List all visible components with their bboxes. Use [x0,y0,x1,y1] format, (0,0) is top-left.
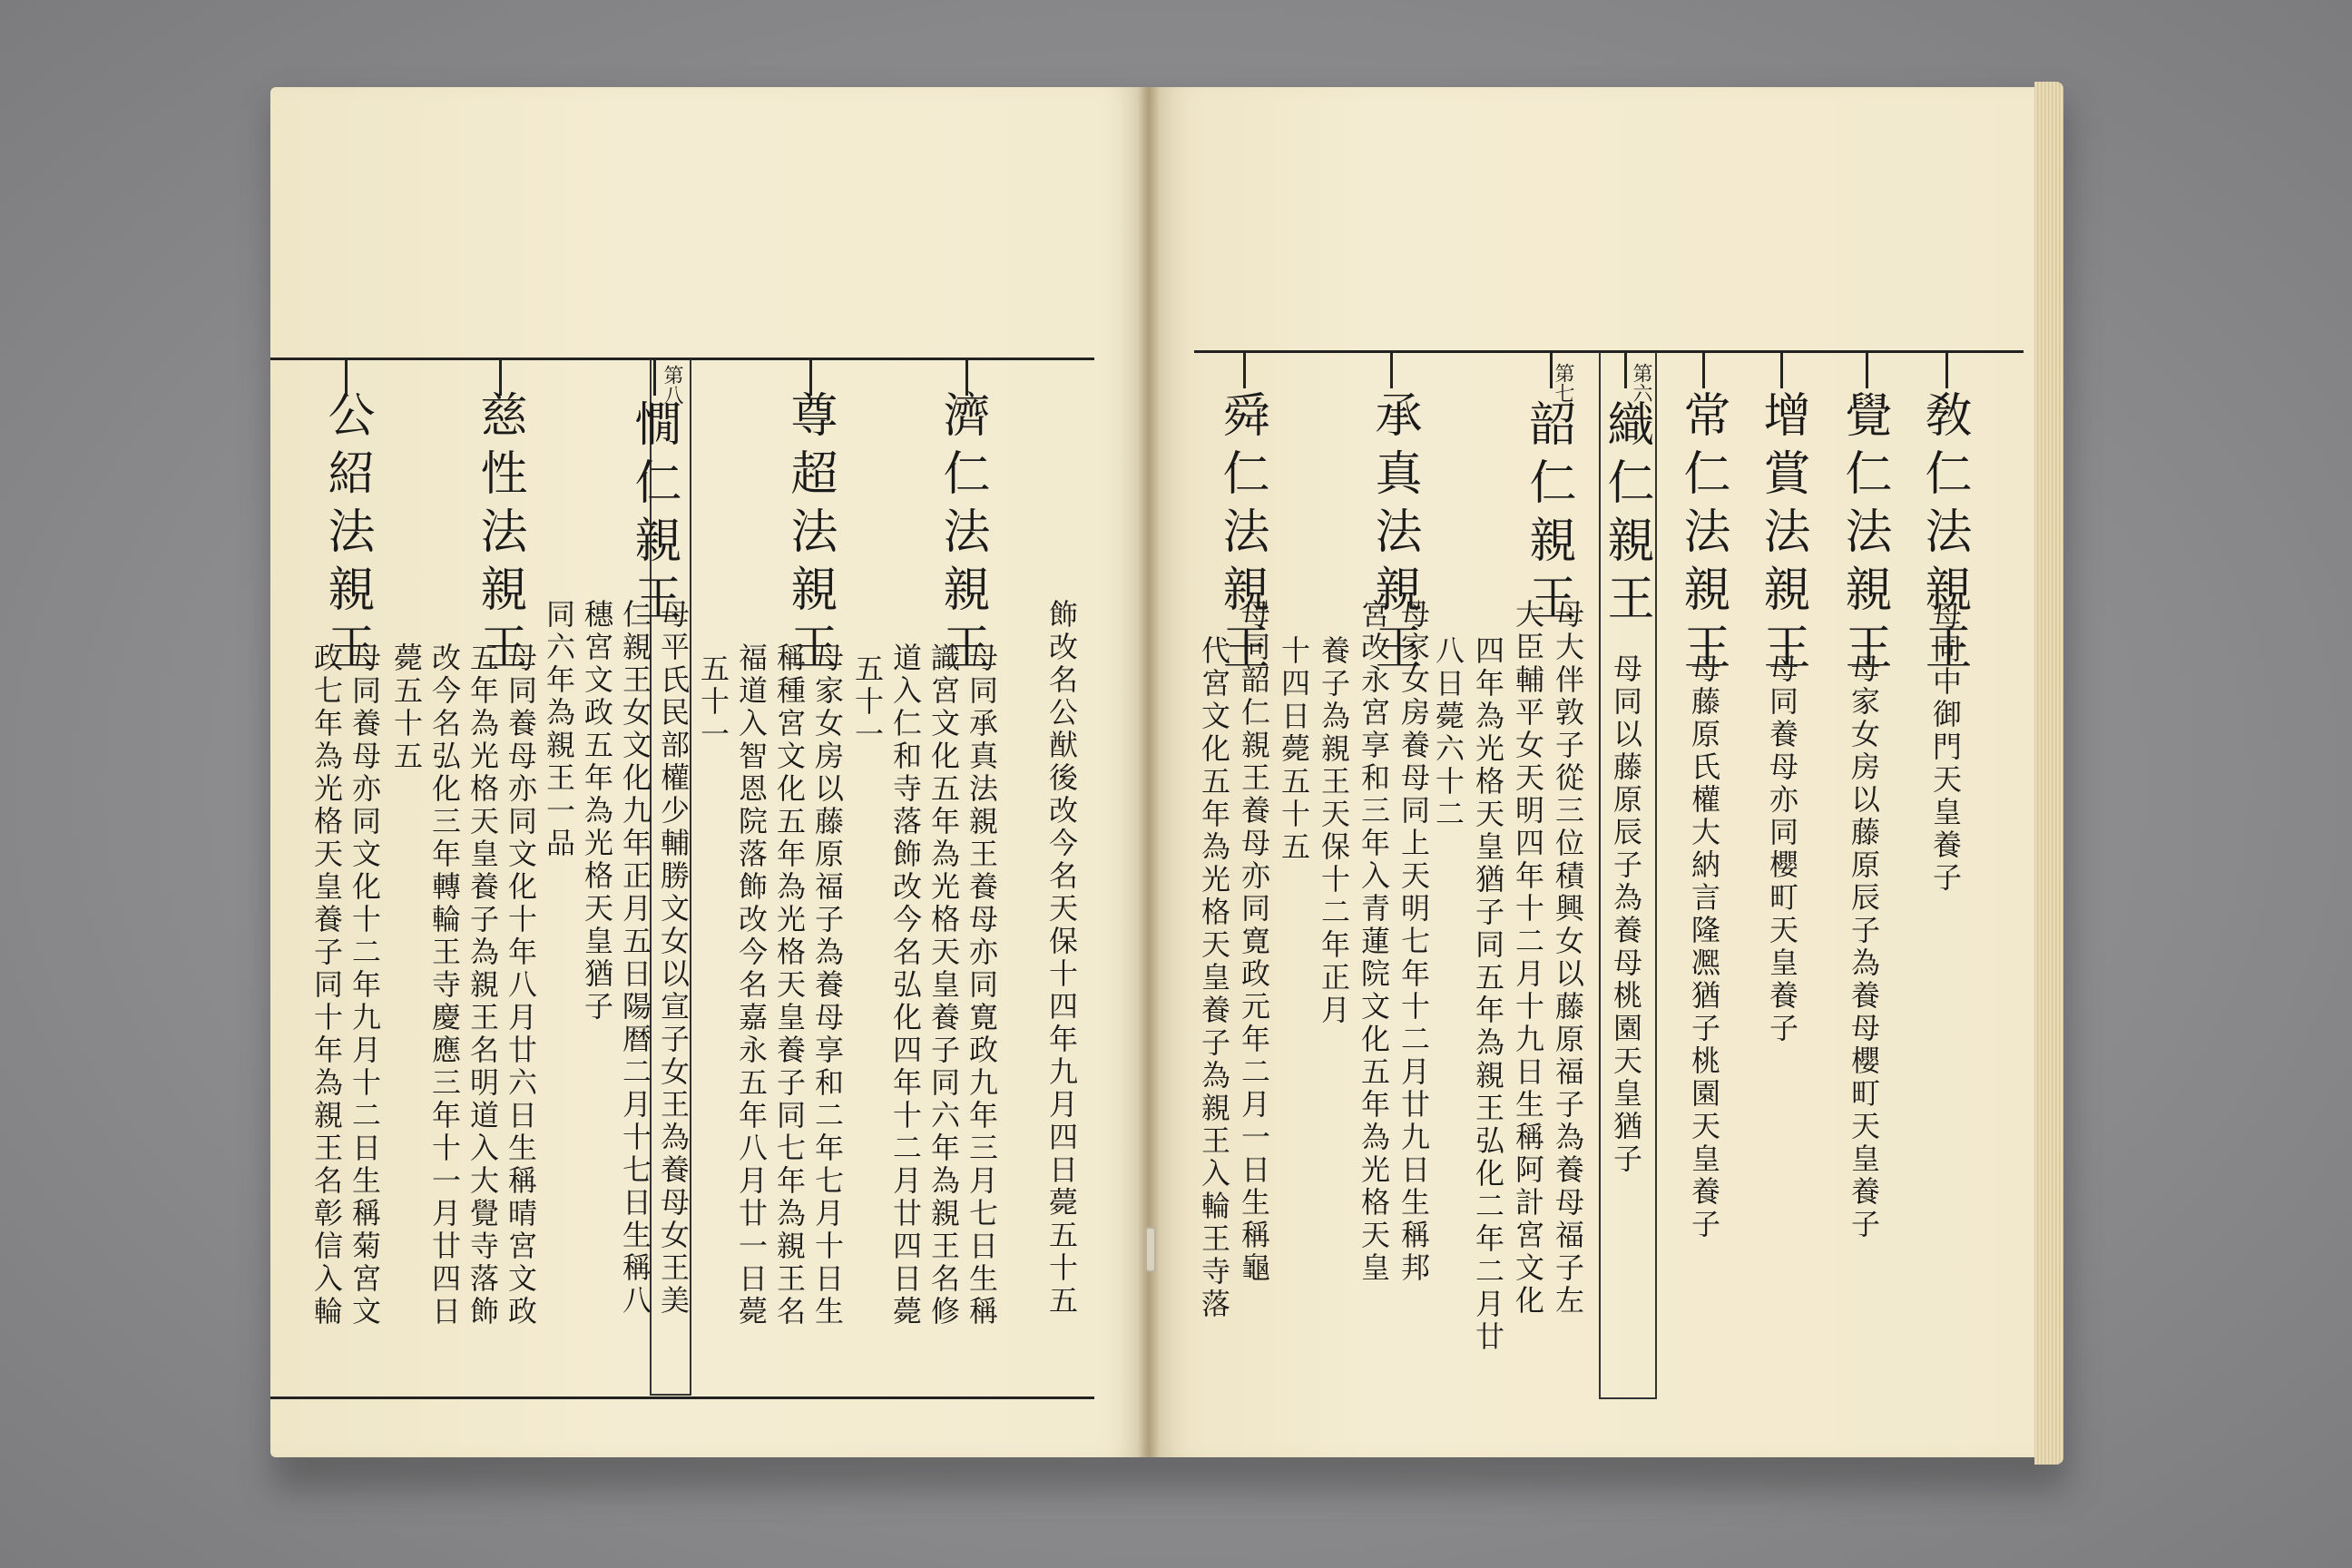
entry-note: 大臣輔平女天明四年十二月十九日生稱阿計宮文化 [1511,599,1545,1318]
entry-name: 織仁親王 [1599,399,1653,632]
entry-name: 常仁法親王 [1675,390,1730,681]
entry-note: 五十一 [850,653,885,751]
branch-tick [1702,350,1705,388]
entry-note: 穗宮文政五年為光格天皇猶子 [580,599,614,1024]
entry-note: 母同韶仁親王養母亦同寛政元年二月一日生稱龜 [1237,599,1271,1285]
branch-tick [1945,350,1948,388]
entry-note: 代宮文化五年為光格天皇養子為親王入輪王寺落 [1197,635,1231,1321]
entry-note: 母平氏民部權少輔勝文女以宣子女王為養母女王美 [656,599,691,1318]
entry-name: 承真法親王 [1367,390,1421,681]
entry-note: 八日薨六十二 [1431,635,1465,831]
entry-note: 四年為光格天皇猶子同五年為親王弘化二年二月廿 [1471,635,1505,1354]
branch-tick [1243,350,1246,388]
entry-name: 覺仁法親王 [1837,390,1891,681]
entry-note: 識宮文化五年為光格天皇養子同六年為親王名修 [926,642,961,1328]
entry-name: 舜仁法親王 [1214,390,1269,681]
ordinal-label: 第六 [1630,363,1652,403]
entry-name: 韶仁親王 [1521,399,1575,632]
entry-note: 十四日薨五十五 [1277,635,1311,864]
ordinal-label: 第八 [661,365,683,405]
entry-name: 公紹法親王 [319,390,374,681]
entry-name: 憪仁親王 [626,399,681,632]
branch-tick [1780,350,1783,388]
entry-note: 母藤原氏權大納言隆凞猶子桃園天皇養子 [1687,653,1721,1241]
entry-note: 五年為光格天皇養子為親王名明道入大覺寺落飾 [466,642,500,1328]
entry-note: 母同以藤原辰子為養母桃園天皇猶子 [1609,653,1643,1176]
entry-note: 養子為親王天保十二年正月 [1317,635,1351,1027]
entry-note: 改今名弘化三年轉輪王寺慶應三年十一月廿四日 [427,642,462,1328]
entry-note: 稱種宮文化五年為光格天皇養子同七年為親王名 [772,642,807,1328]
page-edges [2034,82,2063,1465]
entry-note: 母大伴敦子從三位積興女以藤原福子為養母福子左 [1551,599,1585,1318]
entry-note: 母同養母亦同文化十二年九月十二日生稱菊宮文 [348,642,382,1328]
entry-note: 五十一 [696,653,730,751]
entry-name: 慈性法親王 [472,390,526,681]
ordinal-label: 第七 [1552,363,1574,403]
entry-name: 增賞法親王 [1755,390,1809,681]
entry-note: 薨五十五 [389,642,424,773]
entry-note: 福道入智恩院落飾改今名嘉永五年八月廿一日薨 [734,642,769,1328]
entry-note: 母同養母亦同文化十年八月廿六日生稱晴宮文政 [504,642,538,1328]
entry-note: 母家女房以藤原辰子為養母櫻町天皇養子 [1847,653,1881,1241]
entry-note: 母同中御門天皇養子 [1928,601,1963,895]
entry-note: 母同承真法親王養母亦同寛政九年三月七日生稱 [965,642,999,1328]
branch-tick [1390,350,1393,388]
continuation-note: 飾改名公猷後改今名天保十四年九月四日薨五十五 [1044,599,1079,1318]
entry-note: 母家女房以藤原福子為養母享和二年七月十日生 [810,642,845,1328]
entry-name: 濟仁法親王 [935,390,989,681]
entry-name: 尊超法親王 [782,390,837,681]
entry-name: 敎仁法親王 [1916,390,1971,681]
entry-note: 仁親王女文化九年正月五日陽暦二月十七日生稱八 [618,599,652,1318]
entry-note: 母家女房養母同上天明七年十二月廿九日生稱邦 [1396,599,1431,1285]
entry-note: 政七年為光格天皇養子同十年為親王名彰信入輪 [309,642,344,1328]
entry-note: 宮改永宮享和三年入青蓮院文化五年為光格天皇 [1357,599,1391,1285]
branch-tick [1866,350,1868,388]
binding-stitch [1145,1227,1156,1272]
entry-note: 母同養母亦同櫻町天皇養子 [1765,653,1799,1045]
entry-note: 道入仁和寺落飾改今名弘化四年十二月廿四日薨 [888,642,923,1328]
entry-note: 同六年為親王一品 [542,599,576,860]
